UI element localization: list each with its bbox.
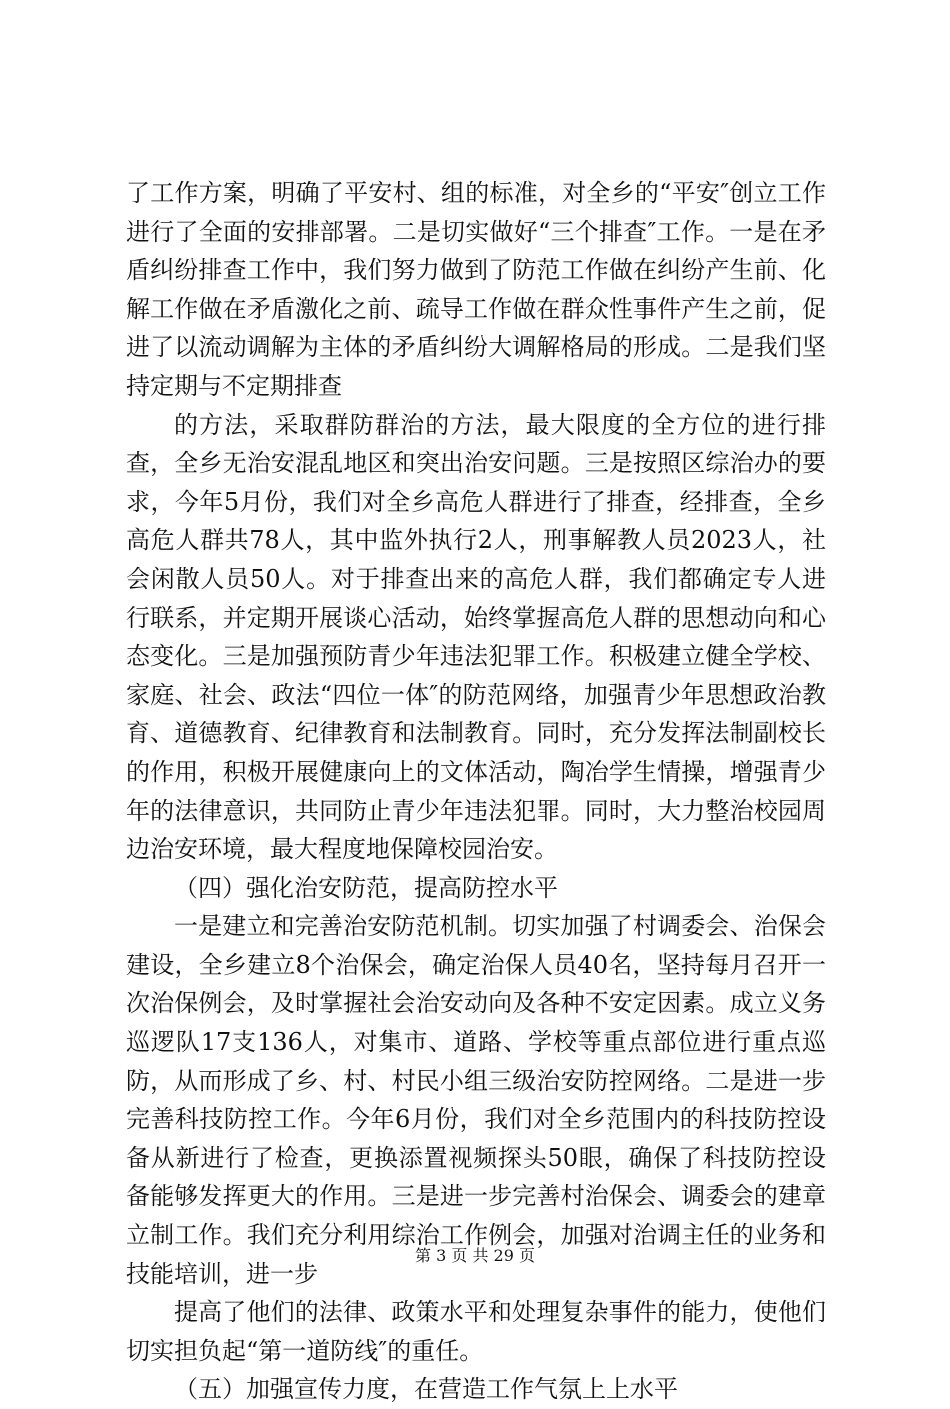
paragraph-2: 的方法，采取群防群治的方法，最大限度的全方位的进行排查，全乡无治安混乱地区和突出治安问题。三是按照区综治办的要求，今年5月份，我们对全乡高危人群进行了排查，经排查，全乡高危人群共78人，其中监外执行2人，刑事解教人员2023人，社会闲散人员50人。对于排查出来的高危人群，我们都确定专人进行联系，并定期开展谈心活动，始终掌握高危人群的思想动向和心态变化。三是加强预防青少年违法犯罪工作。积极建立健全学校、家庭、社会、政法“四位一体″的防范网络，加强青少年思想政治教育、道德教育、纪律教育和法制教育。同时，充分发挥法制副校长的作用，积极开展健康向上的文体活动，陶冶学生情操，增强青少年的法律意识，共同防止青少年违法犯罪。同时，大力整治校园周边治安环境，最大程度地保障校园治安。 <box>126 410 826 864</box>
paragraph-1: 了工作方案，明确了平安村、组的标准，对全乡的“平安″创立工作进行了全面的安排部署。二是切实做好“三个排查″工作。一是在矛盾纠纷排查工作中，我们努力做到了防范工作做在纠纷产生前、化解工作做在矛盾激化之前、疏导工作做在群众性事件产生之前，促进了以流动调解为主体的矛盾纠纷大调解格局的形成。二是我们坚持定期与不定期排查 <box>126 179 826 400</box>
paragraph-3: 一是建立和完善治安防范机制。切实加强了村调委会、治保会建设，全乡建立8个治保会，确定治保人员40名，坚持每月召开一次治保例会，及时掌握社会治安动向及各种不安定因素。成立义务巡逻队17支136人，对集市、道路、学校等重点部位进行重点巡防，从而形成了乡、村、村民小组三级治安防控网络。二是进一步完善科技防控工作。今年6月份，我们对全乡范围内的科技防控设备从新进行了检查，更换添置视频探头50眼，确保了科技防控设备能够发挥更大的作用。三是进一步完善村治保会、调委会的建章立制工作。我们充分利用综治工作例会，加强对治调主任的业务和技能培训，进一步 <box>126 912 826 1288</box>
section-heading-5: （五）加强宣传力度，在营造工作气氛上上水平 <box>174 1375 678 1404</box>
section-heading-4: （四）强化治安防范，提高防控水平 <box>174 873 558 902</box>
document-body <box>126 174 826 1409</box>
paragraph-4: 提高了他们的法律、政策水平和处理复杂事件的能力，使他们切实担负起“第一道防线″的重任。 <box>126 1298 826 1365</box>
page-footer: 第 3 页 共 29 页 <box>415 1246 535 1265</box>
